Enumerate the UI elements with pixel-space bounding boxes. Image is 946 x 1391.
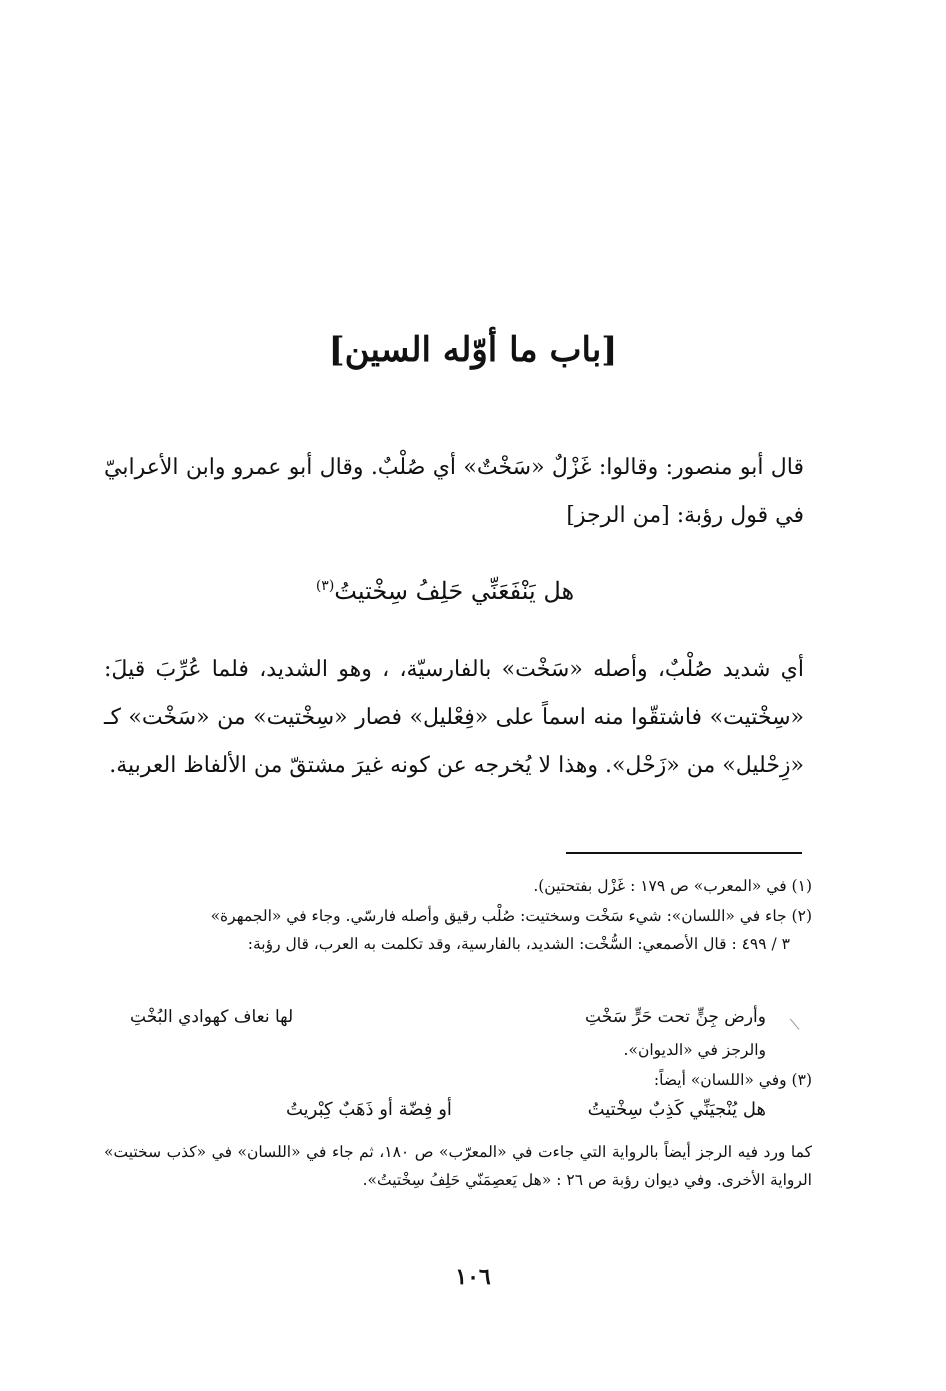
footnote-3-continuation: كما ورد فيه الرجز أيضاً بالرواية التي جاءت في «المعرّب» ص ١٨٠، ثم جاء في «اللسان» في «كذب سختيت» الرواية الأخرى. وفي ديوان رؤبة ص ٢٦ : «هل يَعصِمَنّي حَلِفُ سِخْتيتُ».: [104, 1143, 812, 1189]
margin-mark: [790, 1012, 807, 1030]
main-verse-text: هل يَنْفَعَنِّي حَلِفُ سِخْتيتُ: [334, 577, 575, 605]
footnote-3-verse: [286, 1094, 766, 1126]
paragraph-1: قال أبو منصور: وقالوا: غَزْلٌ «سَخْتٌ» أي صُلْبٌ. وقال أبو عمرو وابن الأعرابيّ في قول رؤبة: [من الرجز]: [104, 455, 804, 528]
main-verse: [0, 562, 890, 615]
footnote-2-verse-second-hemistich: لها نعاف كهوادي البُخْتِ: [130, 1007, 294, 1027]
footnote-3-verse-second-hemistich: أو فِضّة أو ذَهَبٌ كِبْريتُ: [286, 1099, 452, 1120]
footnote-ref-3: (٣): [315, 578, 335, 594]
page-number: ١٠٦: [455, 1264, 491, 1290]
footnote-2-line-2: ٣ / ٤٩٩ : قال الأصمعي: السُّخْت: الشديد، بالفارسية، وقد تكلمت به العرب، قال رؤبة:: [247, 935, 790, 953]
footnote-3-verse-first-hemistich: هل يُنْجيَنِّي كَذِبٌ سِخْتيتُ: [587, 1099, 766, 1120]
footnote-2-verse-first-hemistich: وأرض جِنٍّ تحت حَرٍّ سَخْتِ: [585, 1007, 766, 1027]
footnote-3: (٣) وفي «اللسان» أيضاً:: [653, 1071, 812, 1089]
footnote-separator: [566, 852, 802, 854]
footnote-2-source: والرجز في «الديوان».: [623, 1041, 766, 1059]
footnote-2-line-1: (٢) جاء في «اللسان»: شيء سَخْت وسختيت: صُلْب رقيق وأصله فارسّي. وجاء في «الجمهرة»: [210, 907, 812, 925]
footnote-2: [104, 902, 812, 958]
chapter-title: [باب ما أوّله السين]: [328, 330, 618, 370]
paragraph-2: أي شديد صُلْبٌ، وأصله «سَخْت» بالفارسيّة، ، وهو الشديد، فلما عُرِّبَ قيلَ: «سِخْتيت» فاشتقّوا منه اسماً على «فِعْليل» فصار «سِخْتيت» من «سَخْت» كـ «زِحْليل» من «زَحْل». وهذا لا يُخرجه عن كونه غيرَ مشتقّ من الألفاظ العربية.: [104, 657, 804, 778]
footnote-2-verse: [130, 1002, 766, 1032]
footnote-1: (١) في «المعرب» ص ١٧٩ : غَزْل بفتحتين).: [533, 877, 812, 895]
